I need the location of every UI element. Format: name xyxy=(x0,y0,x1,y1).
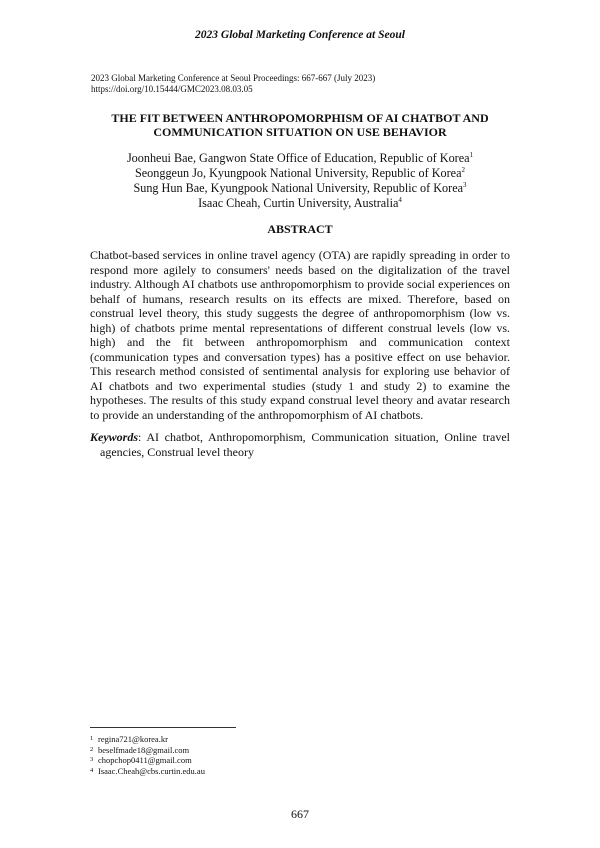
footnote-email[interactable]: regina721@korea.kr xyxy=(98,734,168,744)
author-line xyxy=(60,166,540,181)
author-line xyxy=(60,151,540,166)
footnote-mark: 2 xyxy=(461,166,466,174)
abstract-heading: ABSTRACT xyxy=(267,222,333,236)
footnote xyxy=(90,755,390,766)
author-affiliation: Seonggeun Jo, Kyungpook National University, Republic of Korea xyxy=(134,166,462,180)
footnote xyxy=(90,734,390,745)
footnote-email[interactable]: Isaac.Cheah@cbs.curtin.edu.au xyxy=(98,765,205,776)
footnote-divider xyxy=(90,727,236,728)
keywords-text: : AI chatbot, Anthropomorphism, Communication situation, Online travel agencies, Construal level theory xyxy=(100,430,510,459)
footnote-number: 1 xyxy=(90,735,94,742)
author-line xyxy=(60,181,540,196)
author-affiliation: Sung Hun Bae, Kyungpook National University, Republic of Korea xyxy=(133,181,464,195)
footnote-mark: 3 xyxy=(463,181,467,189)
author-line xyxy=(60,196,540,211)
paper-title xyxy=(60,111,540,139)
footnote-number: 3 xyxy=(90,756,94,763)
footnotes xyxy=(90,734,390,776)
title-line-1: THE FIT BETWEEN ANTHROPOMORPHISM OF AI CHATBOT AND xyxy=(111,111,489,125)
running-header: 2023 Global Marketing Conference at Seoul xyxy=(195,29,405,41)
footnote-mark: 1 xyxy=(469,151,474,159)
abstract-body: Chatbot-based services in online travel agency (OTA) are rapidly spreading in order to respond more agilely to consumers' needs based on the digitalization of the travel industry. Although AI chatbots use anthropomorphism to provide social experiences on behalf of humans, research results on its effects are mixed. Therefore, based on construal level theory, this study suggests the degree of anthropomorphism (low vs. high) of chatbots prime mental representations of different construal levels (low vs. high) and the fit between anthropomorphism and communication context (communication types and conversation types) has a positive effect on use behavior. This research method consisted of sentimental analysis for exploring use behavior of AI chatbots and two experimental studies (study 1 and study 2) to examine the hypotheses. The results of this study expand construal level theory and avatar research to provide an understanding of the anthropomorphism of AI chatbots. xyxy=(90,248,510,422)
footnote-number: 4 xyxy=(90,766,94,774)
keywords xyxy=(90,430,510,460)
footnote-email[interactable]: beselfmade18@gmail.com xyxy=(98,744,190,755)
proceedings-citation: 2023 Global Marketing Conference at Seoul Proceedings: 667-667 (July 2023) xyxy=(91,73,376,83)
doi-link[interactable]: https://doi.org/10.15444/GMC2023.08.03.05 xyxy=(91,84,253,94)
keywords-label: Keywords xyxy=(90,430,138,444)
footnote-email[interactable]: chopchop0411@gmail.com xyxy=(98,755,192,765)
footnote xyxy=(90,766,390,777)
footnote-number: 2 xyxy=(90,745,94,753)
author-affiliation: Isaac Cheah, Curtin University, Australia xyxy=(198,196,399,210)
page-number: 667 xyxy=(291,807,309,821)
author-affiliation: Joonheui Bae, Gangwon State Office of Education, Republic of Korea xyxy=(126,151,470,165)
footnote xyxy=(90,745,390,756)
title-line-2: COMMUNICATION SITUATION ON USE BEHAVIOR xyxy=(153,125,447,139)
author-list xyxy=(60,151,540,211)
footnote-mark: 4 xyxy=(398,196,402,204)
